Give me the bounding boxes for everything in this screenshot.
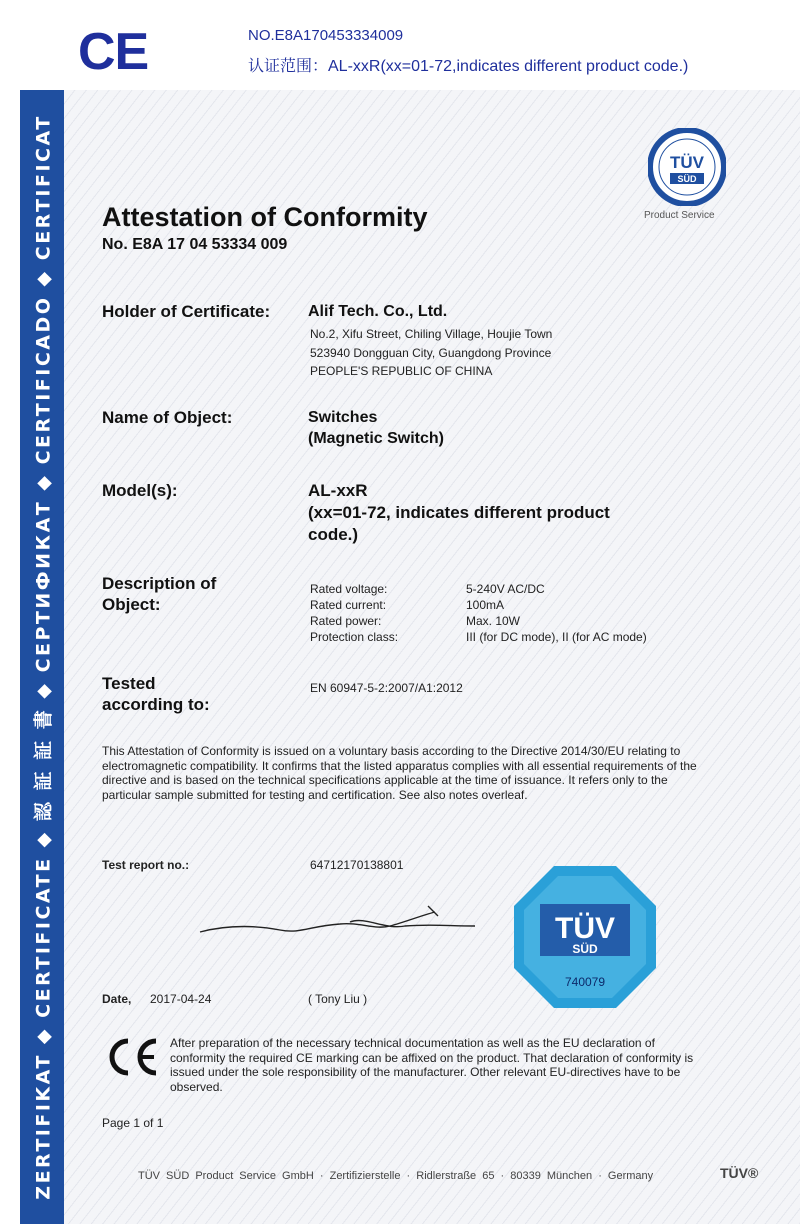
test-report-number: 64712170138801 — [310, 858, 404, 872]
certificate-number: No. E8A 17 04 53334 009 — [102, 236, 288, 253]
spec-value: Max. 10W — [466, 614, 521, 628]
description-label: Object: — [102, 595, 161, 614]
spec-name: Rated power: — [310, 614, 382, 628]
footer-address: TÜV SÜD Product Service GmbH · Zertifizierstelle · Ridlerstraße 65 · 80339 München · Germany — [138, 1170, 654, 1182]
certificate-sidebar — [20, 90, 64, 1224]
object-label: Name of Object: — [102, 408, 233, 427]
spec-name: Protection class: — [310, 630, 399, 644]
description-label: Description of — [102, 574, 217, 593]
header-certificate-number: NO.E8A170453334009 — [248, 27, 404, 44]
models-label: Model(s): — [102, 481, 178, 500]
spec-value: 100mA — [466, 598, 505, 612]
date-label: Date, — [102, 992, 132, 1006]
holder-name: Alif Tech. Co., Ltd. — [308, 303, 448, 320]
model-line: AL-xxR — [308, 481, 368, 500]
certificate-document — [20, 90, 800, 1224]
document-title: Attestation of Conformity — [102, 202, 428, 232]
ce-statement: After preparation of the necessary technical documentation as well as the EU declaration of conformity the required CE marking can be affixed on the product. That declaration of conformity is issued under the sole responsibility of the manufacturer. Other relevant EU-directives have to be observed. — [170, 1036, 694, 1094]
holder-address-line: PEOPLE'S REPUBLIC OF CHINA — [310, 364, 493, 378]
signature-icon — [190, 896, 490, 946]
holder-address-line: 523940 Dongguan City, Guangdong Province — [310, 346, 552, 360]
statement-paragraph: This Attestation of Conformity is issued on a voluntary basis according to the Directive 2014/30/EU relating to electromagnetic compatibility. It confirms that the listed apparatus complies with all essential requirements of the directive and is based on the technical specifications applicable at the time of issuance. It refers only to the particular sample submitted for testing and certification. See also notes overleaf. — [102, 744, 697, 802]
hologram-text: TÜV — [555, 912, 615, 945]
holder-address-line: No.2, Xifu Street, Chiling Village, Houjie Town — [310, 327, 553, 341]
ce-mark-icon — [102, 1035, 160, 1079]
tested-label: Tested — [102, 674, 156, 693]
seal-text: TÜV — [670, 153, 704, 172]
spec-value: 5-240V AC/DC — [466, 582, 545, 596]
spec-name: Rated current: — [310, 598, 387, 612]
object-name-line: (Magnetic Switch) — [308, 430, 445, 447]
tested-standard: EN 60947-5-2:2007/A1:2012 — [310, 681, 463, 695]
ce-logo: CE — [78, 23, 149, 81]
header-scope: 认证范围：AL-xxR(xx=01-72,indicates different product code.) — [248, 58, 689, 75]
sidebar-text: ZERTIFIKAT ◆ CERTIFICATE ◆ 認 証 証 書 ◆ СЕРТИФИКАТ ◆ CERTIFICADO ◆ CERTIFICAT — [32, 114, 55, 1200]
seal-sub: SÜD — [677, 174, 697, 184]
top-header — [0, 0, 800, 90]
test-report-label: Test report no.: — [102, 858, 190, 872]
model-line: (xx=01-72, indicates different product — [308, 503, 610, 522]
hologram-sub: SÜD — [572, 942, 598, 956]
tuv-hologram-icon — [510, 862, 660, 1012]
signer-name: ( Tony Liu ) — [308, 992, 368, 1006]
date-value: 2017-04-24 — [150, 992, 212, 1006]
object-name-line: Switches — [308, 409, 378, 426]
spec-value: III (for DC mode), II (for AC mode) — [466, 630, 647, 644]
product-service-label: Product Service — [644, 210, 715, 221]
model-line: code.) — [308, 525, 359, 544]
tested-label: according to: — [102, 695, 210, 714]
holder-label: Holder of Certificate: — [102, 302, 271, 321]
footer-tuv-mark: TÜV® — [720, 1165, 759, 1181]
tuv-seal-icon — [648, 128, 726, 206]
hologram-number: 740079 — [564, 975, 606, 989]
page-number: Page 1 of 1 — [102, 1116, 164, 1130]
spec-name: Rated voltage: — [310, 582, 388, 596]
